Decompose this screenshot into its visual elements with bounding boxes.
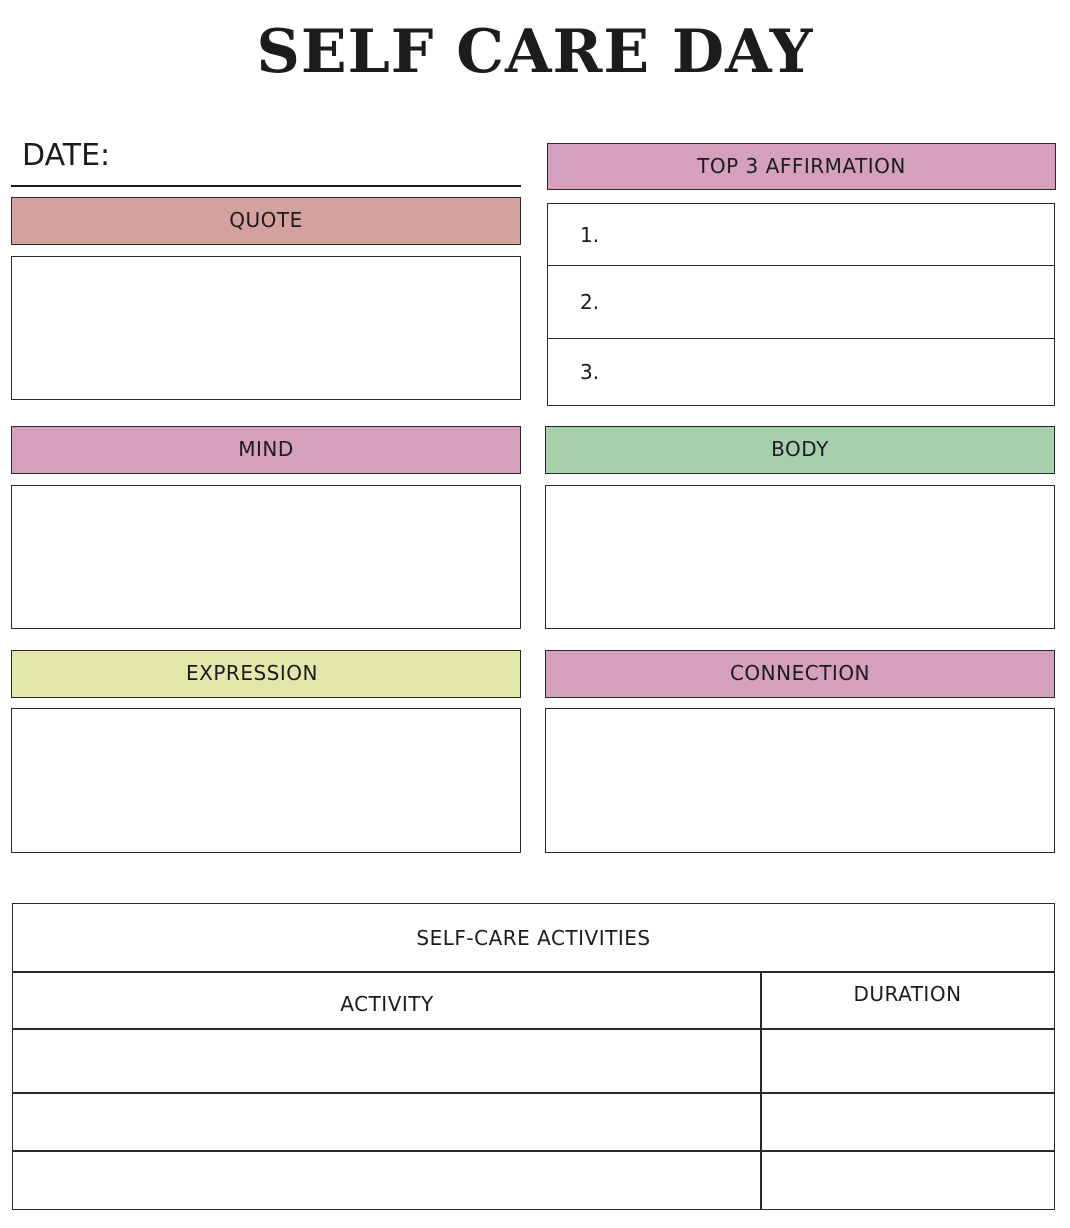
connection-header: CONNECTION [545,650,1055,698]
activity-column-header: ACTIVITY [12,971,762,1030]
quote-header: QUOTE [11,197,521,245]
mind-header: MIND [11,426,521,474]
expression-header: EXPRESSION [11,650,521,698]
date-input-line[interactable] [11,185,521,187]
quote-box[interactable] [11,256,521,400]
expression-box[interactable] [11,708,521,853]
affirmation-header: TOP 3 AFFIRMATION [547,143,1056,190]
page-title: SELF CARE DAY [256,17,814,87]
affirmation-number: 3. [580,360,600,384]
affirmation-row-3[interactable] [547,338,1055,406]
connection-box[interactable] [545,708,1055,853]
duration-column-header: DURATION [760,971,1055,1030]
affirmation-row-1[interactable] [547,203,1055,266]
activities-title: SELF-CARE ACTIVITIES [12,903,1055,973]
activity-cell[interactable] [12,1028,762,1094]
duration-cell[interactable] [760,1028,1055,1094]
body-box[interactable] [545,485,1055,629]
affirmation-row-2[interactable] [547,265,1055,339]
duration-cell[interactable] [760,1150,1055,1210]
body-header: BODY [545,426,1055,474]
date-label: DATE: [22,138,111,173]
duration-cell[interactable] [760,1092,1055,1152]
affirmation-number: 1. [580,222,600,247]
mind-box[interactable] [11,485,521,629]
affirmation-number: 2. [580,290,600,314]
activity-cell[interactable] [12,1150,762,1210]
activity-cell[interactable] [12,1092,762,1152]
